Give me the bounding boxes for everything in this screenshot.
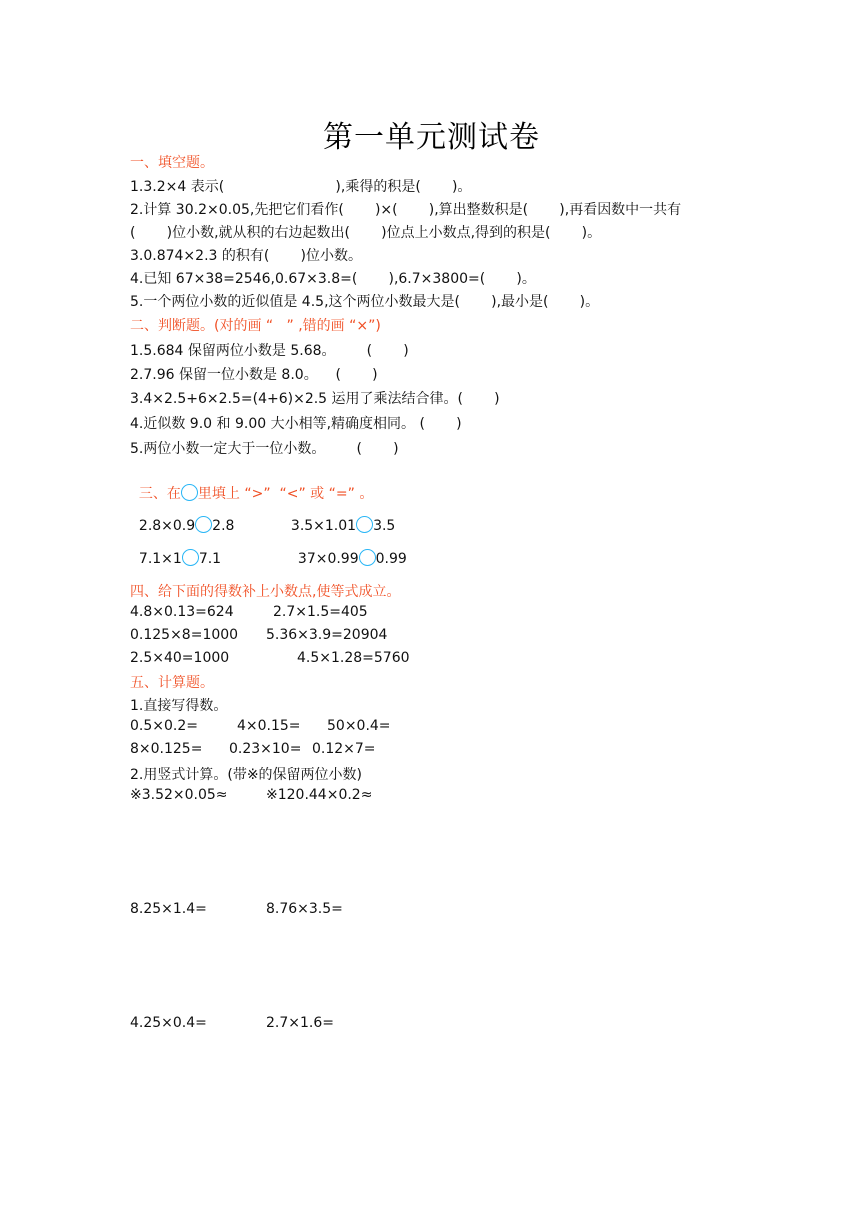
direct-calc: 50×0.4= <box>327 718 391 734</box>
direct-calc: 8×0.125= <box>130 741 203 757</box>
decimal-equation: 2.7×1.5=405 <box>273 604 368 620</box>
decimal-equation: 4.8×0.13=624 <box>130 604 234 620</box>
question-2-4: 4.近似数 9.0 和 9.00 大小相等,精确度相同。 ( ) <box>130 416 462 432</box>
section-2-heading: 二、判断题。(对的画 “ ” ,错的画 “×”) <box>130 318 381 334</box>
direct-calc: 4×0.15= <box>237 718 301 734</box>
section-4-heading: 四、给下面的得数补上小数点,使等式成立。 <box>130 584 401 600</box>
vertical-calc: 8.76×3.5= <box>266 901 343 917</box>
vertical-calc: 8.25×1.4= <box>130 901 207 917</box>
compare-left: 3.5×1.01 <box>290 518 357 534</box>
vertical-calc: ※3.52×0.05≈ <box>130 787 228 803</box>
circle-icon <box>181 484 198 501</box>
direct-calc: 0.23×10= <box>229 741 302 757</box>
subheading-direct: 1.直接写得数。 <box>130 698 228 714</box>
decimal-equation: 5.36×3.9=20904 <box>266 627 388 643</box>
compare-left: 2.8×0.9 <box>138 518 196 534</box>
vertical-calc: 4.25×0.4= <box>130 1015 207 1031</box>
compare-right: 3.5 <box>373 518 396 534</box>
question-1-1: 1.3.2×4 表示( ),乘得的积是( )。 <box>130 179 472 195</box>
compare-right: 2.8 <box>212 518 235 534</box>
section-3-heading <box>130 467 373 503</box>
compare-right: 7.1 <box>198 551 222 567</box>
decimal-equation: 2.5×40=1000 <box>130 650 230 666</box>
vertical-calc: 2.7×1.6= <box>266 1015 334 1031</box>
section-3-heading-b: 里填上 “>” “<” 或 “=” 。 <box>197 486 374 502</box>
circle-icon[interactable] <box>359 549 376 566</box>
compare-row-2a <box>130 533 221 567</box>
section-5-heading: 五、计算题。 <box>130 675 214 691</box>
section-1-heading: 一、填空题。 <box>130 155 214 171</box>
question-2-2: 2.7.96 保留一位小数是 8.0。 ( ) <box>130 367 378 383</box>
circle-icon[interactable] <box>356 516 373 533</box>
vertical-calc: ※120.44×0.2≈ <box>266 787 373 803</box>
compare-row-1a <box>130 500 234 534</box>
question-2-1: 1.5.684 保留两位小数是 5.68。 ( ) <box>130 343 409 359</box>
direct-calc: 0.5×0.2= <box>130 718 198 734</box>
decimal-equation: 0.125×8=1000 <box>130 627 239 643</box>
question-2-3: 3.4×2.5+6×2.5=(4+6)×2.5 运用了乘法结合律。( ) <box>130 391 500 407</box>
compare-left: 37×0.99 <box>297 551 359 567</box>
question-1-2b: ( )位小数,就从积的右边起数出( )位点上小数点,得到的积是( )。 <box>130 225 602 241</box>
compare-row-1b <box>282 500 395 534</box>
subheading-vertical: 2.用竖式计算。(带※的保留两位小数) <box>130 767 363 783</box>
question-1-2a: 2.计算 30.2×0.05,先把它们看作( )×( ),算出整数积是( ),再看因数中一共有 <box>130 202 682 218</box>
section-3-heading-a: 三、在 <box>138 486 181 502</box>
compare-right: 0.99 <box>375 551 407 567</box>
circle-icon[interactable] <box>195 516 212 533</box>
circle-icon[interactable] <box>182 549 199 566</box>
compare-left: 7.1×1 <box>138 551 182 567</box>
question-2-5: 5.两位小数一定大于一位小数。 ( ) <box>130 441 399 457</box>
question-1-4: 4.已知 67×38=2546,0.67×3.8=( ),6.7×3800=( )。 <box>130 271 536 287</box>
question-1-5: 5.一个两位小数的近似值是 4.5,这个两位小数最大是( ),最小是( )。 <box>130 294 600 310</box>
page-title: 第一单元测试卷 <box>323 120 540 155</box>
question-1-3: 3.0.874×2.3 的积有( )位小数。 <box>130 248 362 264</box>
decimal-equation: 4.5×1.28=5760 <box>297 650 410 666</box>
direct-calc: 0.12×7= <box>312 741 376 757</box>
compare-row-2b <box>289 533 407 567</box>
